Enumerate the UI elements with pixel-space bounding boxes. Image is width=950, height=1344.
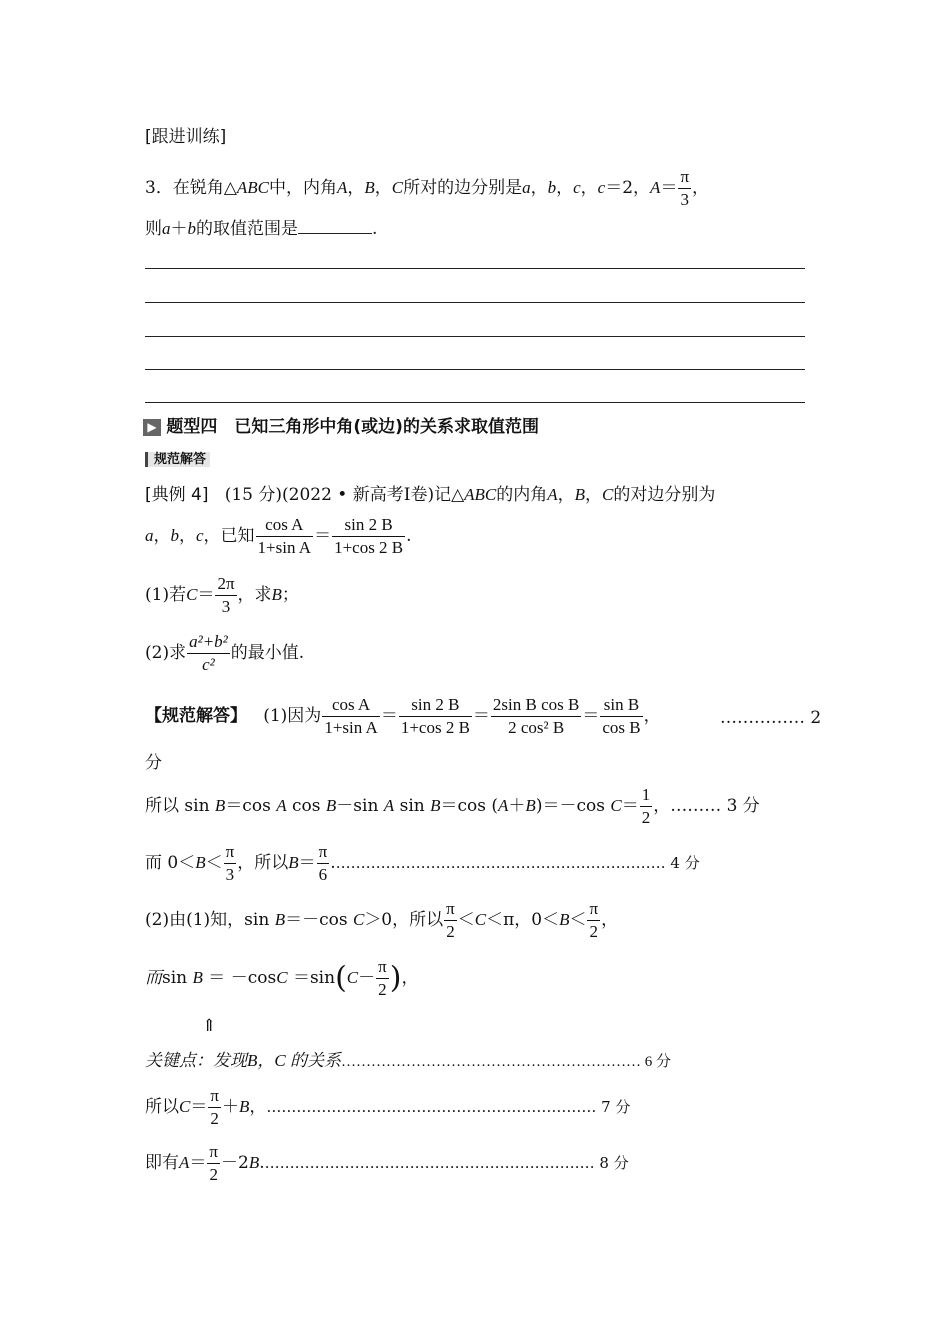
text: 的内角 xyxy=(496,485,548,505)
text: (2)由(1)知，sin xyxy=(145,910,275,931)
var: B xyxy=(430,796,441,816)
text: ； xyxy=(281,585,299,606)
var: C xyxy=(179,1097,191,1117)
var: b xyxy=(187,219,196,238)
var: B xyxy=(214,796,226,816)
text: 的最小值. xyxy=(230,643,305,664)
text: . xyxy=(330,853,336,874)
text: ， xyxy=(347,178,365,199)
follow-question-line1 xyxy=(145,168,709,209)
text: ， xyxy=(153,526,171,547)
denominator: c² xyxy=(202,654,215,674)
text: 则 xyxy=(145,219,162,239)
section-title: 题型四 已知三角形中角(或边)的关系求取值范围 xyxy=(166,417,539,437)
numerator: sin B xyxy=(600,696,642,717)
text: 的关系 xyxy=(285,1051,341,1070)
numerator: cos A xyxy=(322,696,380,717)
denominator: 6 xyxy=(318,864,328,884)
text: sin xyxy=(394,796,431,817)
text: ， xyxy=(249,1097,267,1118)
solution-line3 xyxy=(145,843,700,884)
var: C xyxy=(186,585,198,605)
text: ＝－cos xyxy=(285,910,353,931)
fraction xyxy=(600,696,642,737)
denominator: 2 xyxy=(641,807,651,827)
fraction xyxy=(207,1143,220,1184)
numerator: 2sin B cos B xyxy=(491,696,581,717)
text: ＋ xyxy=(221,1097,239,1118)
var: c xyxy=(597,178,606,198)
answer-line[interactable] xyxy=(145,369,805,370)
text: ＝ xyxy=(380,706,398,727)
text: ， xyxy=(692,178,710,199)
fraction xyxy=(444,900,457,941)
var: B xyxy=(574,485,586,504)
var: ABC xyxy=(464,485,497,504)
var: B xyxy=(192,968,203,988)
numerator: sin 2 B xyxy=(332,516,405,537)
denominator: 2 cos² B xyxy=(508,717,565,737)
numerator: 1 xyxy=(640,786,653,807)
text: ， xyxy=(179,526,196,547)
var: B xyxy=(238,1097,250,1117)
denominator: 2 xyxy=(378,979,387,999)
up-arrow-icon: ⇑ xyxy=(202,1016,217,1036)
denominator: 2 xyxy=(210,1108,219,1128)
text: 的对边分别为 xyxy=(613,485,716,505)
var: a xyxy=(162,219,171,238)
text: ＝cos ( xyxy=(440,796,499,817)
text: ＋ xyxy=(170,219,188,239)
score-dots: …………………………………………………… 6 分 xyxy=(340,1054,671,1070)
var: C xyxy=(276,968,288,988)
var: ABC xyxy=(236,178,269,198)
example-line1 xyxy=(145,486,715,504)
numerator: π xyxy=(678,168,691,189)
text: ＜ xyxy=(457,910,475,931)
fraction xyxy=(187,633,230,674)
fraction xyxy=(399,696,472,737)
text: ， xyxy=(580,178,598,199)
denominator: 1+sin A xyxy=(257,537,312,557)
numerator: π xyxy=(587,900,600,921)
text: ， xyxy=(643,706,661,727)
denominator: 3 xyxy=(221,596,231,616)
text: ＝sin xyxy=(287,968,336,989)
solution-line6 xyxy=(145,1087,630,1128)
fraction-pi-over-3 xyxy=(678,168,691,209)
text: ＝ －cos xyxy=(202,968,277,989)
section-heading xyxy=(143,419,539,436)
text: (2)求 xyxy=(145,643,187,664)
solution-line1 xyxy=(145,696,661,737)
text: ＝ xyxy=(582,706,600,727)
text: ， xyxy=(585,485,603,505)
text: 而 0＜ xyxy=(145,853,196,874)
solution-label: 【规范解答】 xyxy=(145,706,247,727)
var: A xyxy=(650,178,661,198)
denominator: 2 xyxy=(209,1164,218,1184)
text: ＝ xyxy=(197,585,215,606)
example-line2 xyxy=(145,516,412,557)
text: ， xyxy=(601,910,619,931)
denominator: 1+sin A xyxy=(324,717,378,737)
play-icon: ▶ xyxy=(143,419,161,436)
numerator: π xyxy=(376,958,389,979)
var: C xyxy=(274,1051,286,1070)
numerator: π xyxy=(207,1143,220,1164)
follow-question-line2 xyxy=(145,219,377,238)
var: C xyxy=(391,178,404,198)
score-dots: …………… 2 xyxy=(720,708,822,728)
var: C xyxy=(352,910,365,930)
text: ， xyxy=(530,178,548,199)
follow-title: [跟进训练] xyxy=(145,127,227,147)
text: 的取值范围是 xyxy=(196,219,298,239)
solution-line2 xyxy=(145,786,760,827)
text: ＝ xyxy=(314,526,332,547)
fraction xyxy=(317,843,330,884)
var: A xyxy=(337,178,348,198)
fraction xyxy=(215,575,236,616)
fraction xyxy=(491,696,581,737)
text: ， xyxy=(653,796,671,817)
score-unit: 分 xyxy=(145,753,162,773)
text: ＝ xyxy=(621,796,639,817)
var: b xyxy=(170,526,179,546)
fraction xyxy=(332,516,405,557)
denominator: 3 xyxy=(225,864,235,884)
var: C xyxy=(474,910,487,930)
var: B xyxy=(247,1051,258,1070)
answer-line[interactable] xyxy=(145,402,805,403)
var: B xyxy=(271,585,282,605)
fraction xyxy=(224,843,237,884)
answer-blank[interactable] xyxy=(298,219,372,234)
var: A xyxy=(383,796,395,816)
var: B xyxy=(274,910,286,930)
text: 关键点：发现 xyxy=(145,1051,247,1070)
var: b xyxy=(547,178,557,198)
numerator: sin 2 B xyxy=(399,696,472,717)
text: ，所以 xyxy=(237,853,289,874)
example-part2 xyxy=(145,633,304,674)
text: －2 xyxy=(220,1153,249,1174)
solution-line7 xyxy=(145,1143,629,1184)
example-part1 xyxy=(145,575,299,616)
text: 3．在锐角△ xyxy=(145,178,237,199)
text: 即有 xyxy=(145,1153,179,1174)
text: ＝ xyxy=(190,1097,208,1118)
score-dots: ………………………………………………………… 8 分 xyxy=(264,1154,629,1173)
numerator: cos A xyxy=(256,516,314,537)
var: B xyxy=(525,796,536,816)
text: . xyxy=(406,526,412,547)
text: ＜ xyxy=(569,910,587,931)
score-dots: ………………………………………………………… 7 分 xyxy=(266,1098,631,1117)
numerator: a²+b² xyxy=(187,633,230,654)
text: －sin xyxy=(336,796,384,817)
var: C xyxy=(602,485,614,504)
text: ， xyxy=(401,968,419,989)
text: . xyxy=(259,1153,265,1174)
fraction xyxy=(640,786,653,827)
answer-line[interactable] xyxy=(145,336,805,337)
text: ( xyxy=(335,960,347,996)
text: ＝cos xyxy=(225,796,277,817)
text: ＝2， xyxy=(605,178,651,199)
text: ＝ xyxy=(660,178,678,199)
text: (15 分)(2022 • 新高考Ⅰ卷)记△ xyxy=(224,485,465,505)
var: B xyxy=(364,178,375,198)
text: ＜π，0＜ xyxy=(486,910,560,931)
text: ＞0，所以 xyxy=(364,910,444,931)
denominator: 1+cos 2 B xyxy=(400,717,470,737)
denominator: 2 xyxy=(589,921,599,941)
text: 所对的边分别是 xyxy=(403,178,523,199)
answer-line[interactable] xyxy=(145,302,805,303)
denominator: 3 xyxy=(680,189,689,209)
var: C xyxy=(346,968,359,988)
fraction xyxy=(256,516,314,557)
denominator: cos B xyxy=(602,717,641,737)
numerator: π xyxy=(208,1087,221,1108)
text: )＝－cos xyxy=(535,796,611,817)
fraction xyxy=(376,958,389,999)
numerator: 2π xyxy=(215,575,236,596)
var: A xyxy=(276,796,287,816)
var: A xyxy=(498,796,509,816)
text: 而 xyxy=(145,968,162,988)
text: 所以 sin xyxy=(145,796,215,817)
text: ， xyxy=(557,485,575,505)
key-point-line xyxy=(145,1052,671,1070)
var: a xyxy=(522,178,531,198)
text: ) xyxy=(389,960,402,996)
fraction xyxy=(587,900,600,941)
var: a xyxy=(145,526,154,546)
example-label: [典例 4] xyxy=(145,485,209,505)
text: sin xyxy=(162,968,193,989)
text: ， xyxy=(257,1051,275,1070)
text: ， xyxy=(556,178,574,199)
text: (1)因为 xyxy=(263,706,322,727)
var: B xyxy=(288,853,299,873)
text: cos xyxy=(286,796,326,817)
var: B xyxy=(325,796,337,816)
var: B xyxy=(195,853,206,873)
var: C xyxy=(610,796,622,816)
text: ＝ xyxy=(189,1153,207,1174)
denominator: 2 xyxy=(446,921,455,941)
fraction xyxy=(322,696,380,737)
var: A xyxy=(547,485,558,504)
var: c xyxy=(573,178,581,198)
text: (1)若 xyxy=(145,585,187,606)
text: ＋ xyxy=(508,796,526,817)
text: ＝ xyxy=(298,853,316,874)
score-dots: ………………………………………………………… 4 分 xyxy=(335,854,700,873)
text: ，求 xyxy=(237,585,272,606)
text: . xyxy=(372,219,378,239)
var: c xyxy=(196,526,204,546)
text: 中，内角 xyxy=(269,178,337,199)
numerator: π xyxy=(224,843,237,864)
text: ，已知 xyxy=(203,526,255,547)
text: 所以 xyxy=(145,1097,179,1118)
text: ＜ xyxy=(205,853,223,874)
var: B xyxy=(559,910,570,930)
text: － xyxy=(358,968,376,989)
numerator: π xyxy=(444,900,457,921)
numerator: π xyxy=(317,843,330,864)
solution-line4 xyxy=(145,900,618,941)
text: ， xyxy=(374,178,392,199)
var: A xyxy=(179,1153,190,1173)
section-tag: 规范解答 xyxy=(145,452,210,467)
score-dots: ……… 3 分 xyxy=(670,796,760,817)
text: ＝ xyxy=(472,706,490,727)
fraction xyxy=(208,1087,221,1128)
denominator: 1+cos 2 B xyxy=(334,537,404,557)
var: B xyxy=(248,1153,260,1173)
solution-line5 xyxy=(145,958,418,999)
answer-line[interactable] xyxy=(145,268,805,269)
